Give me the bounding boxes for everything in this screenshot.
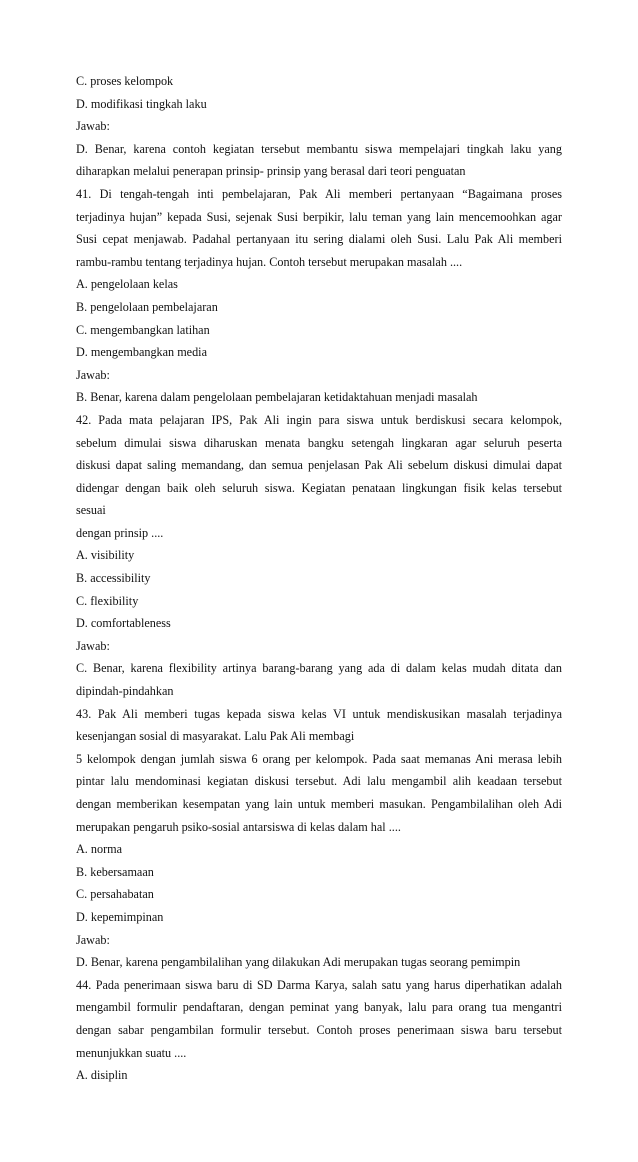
text-line: Jawab: <box>76 119 110 134</box>
text-line: dengan sabar pengambilan formulir tersebut. Contoh proses penerimaan siswa baru tersebut <box>76 1022 562 1037</box>
text-line: A. norma <box>76 842 123 857</box>
text-line: A. visibility <box>76 548 135 563</box>
text-line: C. persahabatan <box>76 887 154 902</box>
text-line: C. proses kelompok <box>76 74 174 88</box>
text-line: pintar lalu mendominasi kegiatan diskusi tersebut. Adi lalu mengambil alih keadaan tersebut <box>76 774 562 789</box>
text-line: dengan prinsip .... <box>76 525 164 540</box>
text-line: D. kepemimpinan <box>76 909 164 924</box>
text-line: B. pengelolaan pembelajaran <box>76 299 218 314</box>
text-line: A. disiplin <box>76 1068 128 1083</box>
text-line: sebelum dimulai siswa diharuskan menata bangku setengah lingkaran agar seluruh peserta <box>76 435 562 450</box>
text-line: diharapkan melalui penerapan prinsip- prinsip yang berasal dari teori penguatan <box>76 164 466 179</box>
text-line: 42. Pada mata pelajaran IPS, Pak Ali ingin para siswa untuk berdiskusi secara kelompok, <box>76 412 562 427</box>
text-line: D. Benar, karena contoh kegiatan tersebut membantu siswa mempelajari tingkah laku yang <box>76 141 562 156</box>
text-line: rambu-rambu tentang terjadinya hujan. Contoh tersebut merupakan masalah .... <box>76 254 463 269</box>
text-line: B. Benar, karena dalam pengelolaan pembelajaran ketidaktahuan menjadi masalah <box>76 390 478 405</box>
text-line: menunjukkan suatu .... <box>76 1045 187 1060</box>
text-line: D. comfortableness <box>76 616 171 631</box>
text-line: sesuai <box>76 503 106 518</box>
text-line: kesenjangan sosial di masyarakat. Lalu Pak Ali membagi <box>76 729 355 744</box>
text-line: Jawab: <box>76 638 110 653</box>
text-line: terjadinya hujan” kepada Susi, sejenak Susi berpikir, lalu teman yang lain mencemoohkan agar <box>76 209 562 224</box>
text-line: D. mengembangkan media <box>76 345 207 360</box>
text-line: B. kebersamaan <box>76 864 154 879</box>
text-line: C. mengembangkan latihan <box>76 322 210 337</box>
text-line: A. pengelolaan kelas <box>76 277 178 292</box>
text-line: 43. Pak Ali memberi tugas kepada siswa kelas VI untuk mendiskusikan masalah terjadinya <box>76 706 562 721</box>
text-line: D. Benar, karena pengambilalihan yang dilakukan Adi merupakan tugas seorang pemimpin <box>76 955 521 970</box>
text-line: 44. Pada penerimaan siswa baru di SD Darma Karya, salah satu yang harus diperhatikan adalah <box>76 977 562 992</box>
text-line: Jawab: <box>76 932 110 947</box>
text-line: B. accessibility <box>76 571 151 586</box>
document-body <box>76 70 562 1087</box>
text-line: 5 kelompok dengan jumlah siswa 6 orang per kelompok. Pada saat memanas Ani merasa lebih <box>76 751 562 766</box>
text-line: C. Benar, karena flexibility artinya barang-barang yang ada di dalam kelas mudah ditata dan <box>76 661 562 676</box>
text-line: dipindah-pindahkan <box>76 684 174 699</box>
text-line: C. flexibility <box>76 593 139 608</box>
text-line: merupakan pengaruh psiko-sosial antarsiswa di kelas dalam hal .... <box>76 819 401 834</box>
text-line: D. modifikasi tingkah laku <box>76 96 207 111</box>
text-line: diskusi dapat saling memandang, dan semua penjelasan Pak Ali sebelum diskusi dimulai dapat <box>76 458 562 473</box>
text-line: Jawab: <box>76 367 110 382</box>
text-line: mengambil formulir pendaftaran, dengan peminat yang banyak, lalu para orang tua mengantri <box>76 1000 562 1015</box>
text-line: 41. Di tengah-tengah inti pembelajaran, Pak Ali memberi pertanyaan “Bagaimana proses <box>76 186 562 201</box>
text-line: didengar dengan baik oleh seluruh siswa. Kegiatan penataan lingkungan fisik kelas tersebut <box>76 480 562 495</box>
text-line: dengan memberikan kesempatan yang lain untuk memberi masukan. Pengambilalihan oleh Adi <box>76 797 562 811</box>
text-line: Susi cepat menjawab. Padahal pertanyaan itu sering dialami oleh Susi. Lalu Pak Ali memberi <box>76 232 562 247</box>
